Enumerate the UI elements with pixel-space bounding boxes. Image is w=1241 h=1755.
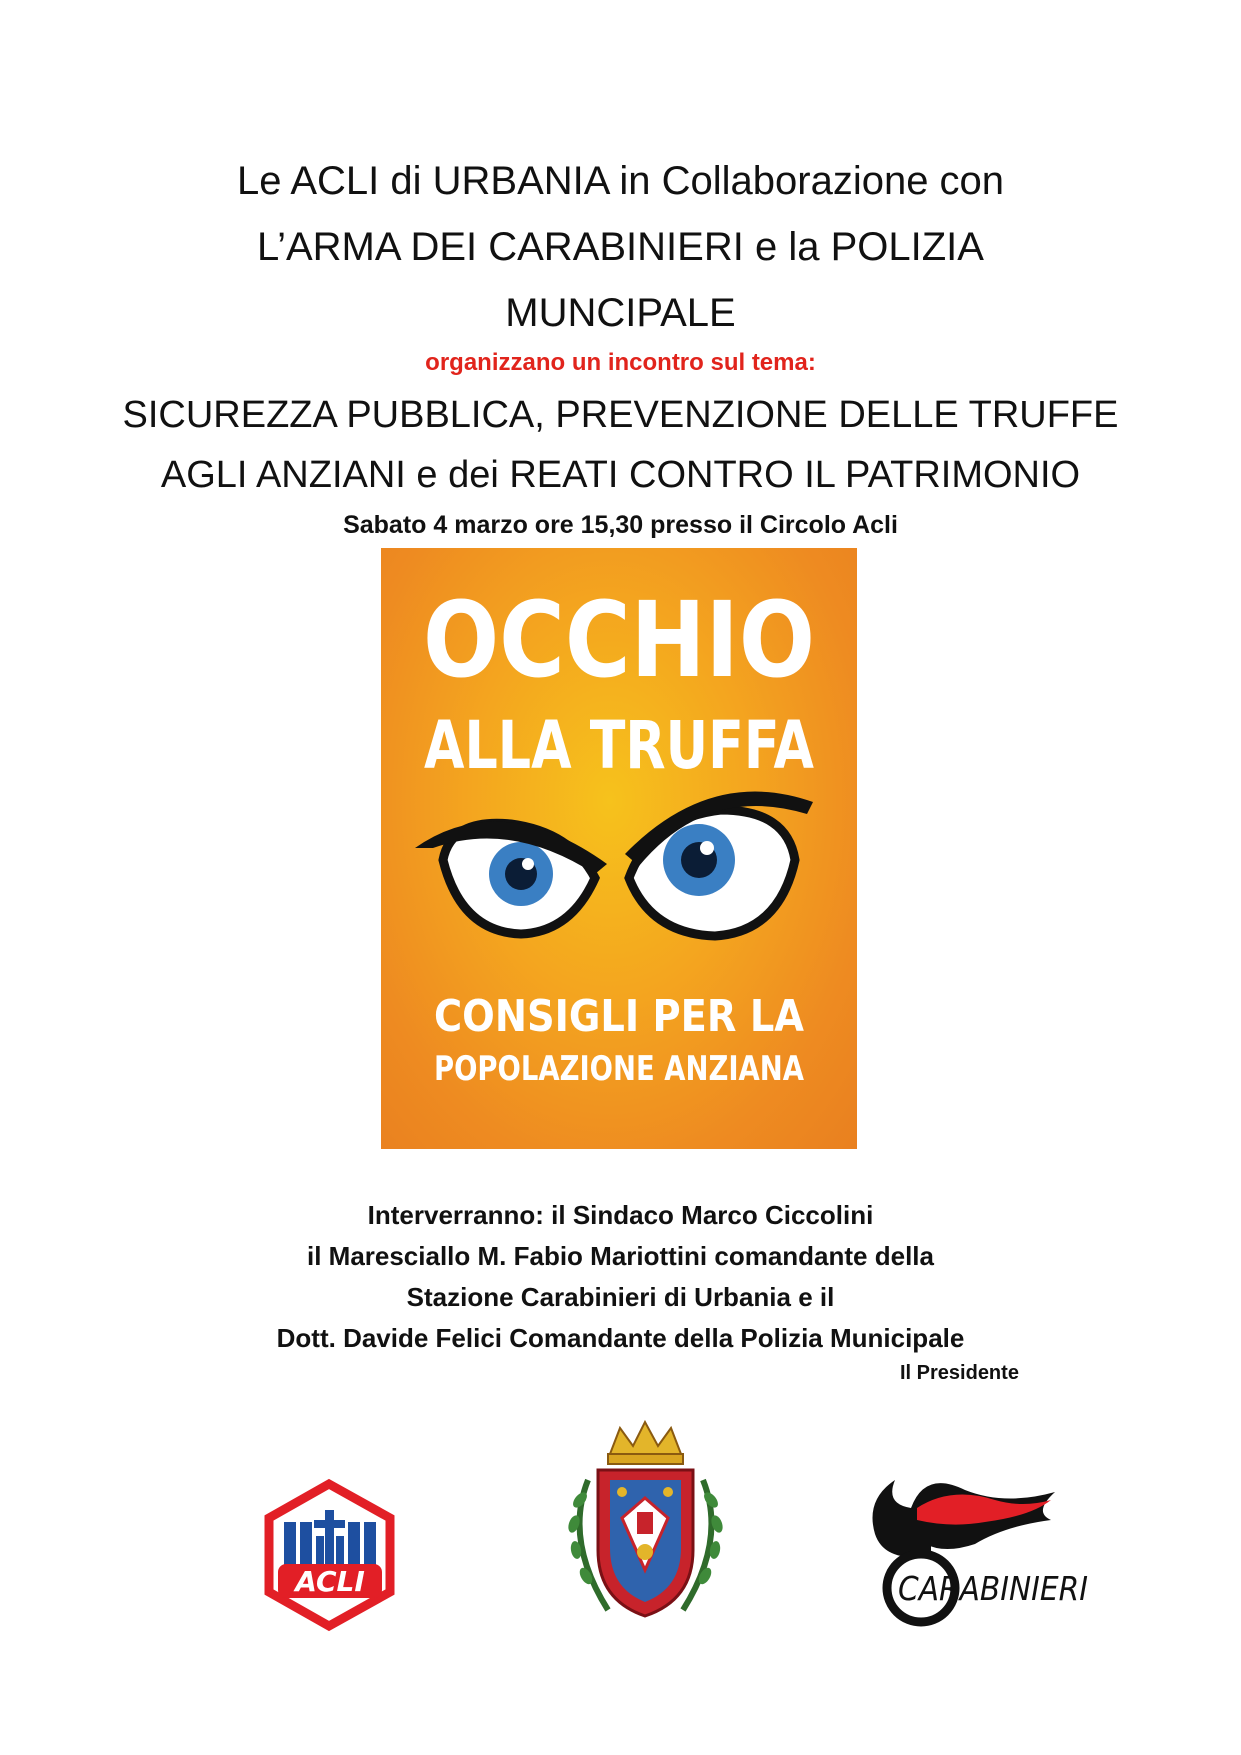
- speakers-line-1: Interverranno: il Sindaco Marco Ciccolini: [367, 1200, 874, 1230]
- header-line-1: Le ACLI di URBANIA in Collaborazione con: [236, 159, 1005, 203]
- subtitle: organizzano un incontro sul tema:: [425, 349, 816, 376]
- acli-logo-icon: [262, 1480, 397, 1630]
- acli-logo-text: ACLI: [295, 1565, 365, 1598]
- event-date: Sabato 4 marzo ore 15,30 presso il Circolo Acli: [343, 511, 898, 539]
- poster-artwork: [381, 548, 857, 1149]
- signature-label: Il Presidente: [900, 1362, 1019, 1384]
- header-line-2: L’ARMA DEI CARABINIERI e la POLIZIA: [257, 225, 984, 269]
- speakers-line-4: Dott. Davide Felici Comandante della Polizia Municipale: [276, 1323, 965, 1353]
- theme-line-2: AGLI ANZIANI e dei REATI CONTRO IL PATRIMONIO: [160, 454, 1081, 496]
- urbania-coat-of-arms-icon: [558, 1420, 733, 1625]
- occhio-alla-truffa-poster: [381, 548, 857, 1149]
- poster-subtitle: ALLA TRUFFA: [424, 707, 814, 784]
- carabinieri-grenade-icon: [855, 1460, 1105, 1630]
- poster-footer-line-1: CONSIGLI PER LA: [434, 991, 804, 1042]
- poster-title: OCCHIO: [423, 579, 815, 701]
- angry-eyes-icon: [415, 792, 813, 936]
- poster-footer-line-2: POPOLAZIONE ANZIANA: [434, 1049, 805, 1089]
- header-line-3: MUNCIPALE: [505, 291, 736, 335]
- carabinieri-logo-text: CARABINIERI: [898, 1569, 1088, 1608]
- speakers-line-2: il Maresciallo M. Fabio Mariottini comandante della: [306, 1241, 934, 1271]
- speakers-line-3: Stazione Carabinieri di Urbania e il: [406, 1282, 835, 1312]
- theme-line-1: SICUREZZA PUBBLICA, PREVENZIONE DELLE TRUFFE: [122, 394, 1119, 436]
